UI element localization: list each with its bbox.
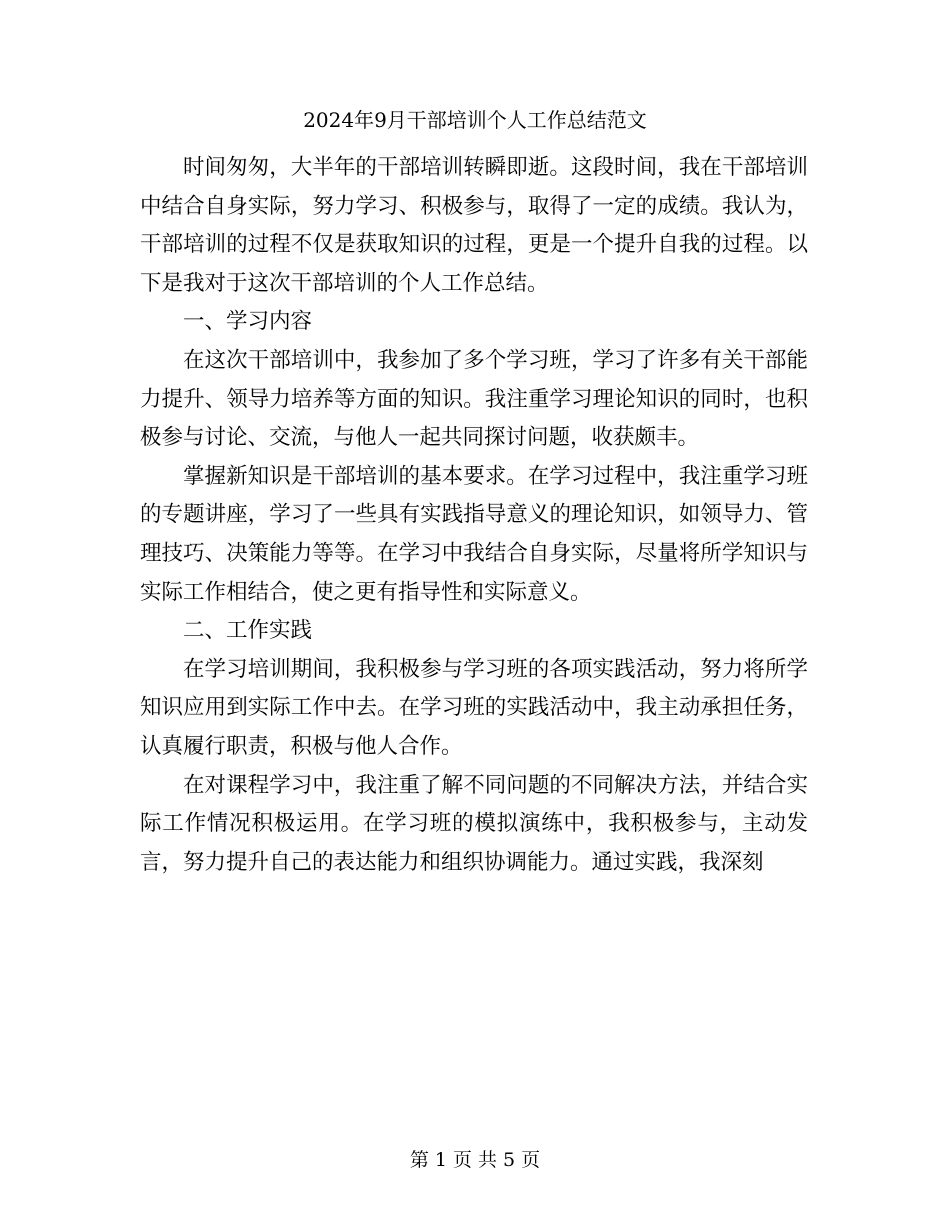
- study-paragraph-2: 掌握新知识是干部培训的基本要求。在学习过程中，我注重学习班的专题讲座，学习了一些具有实践指导意义的理论知识，如领导力、管理技巧、决策能力等等。在学习中我结合自身实际，尽量将所学知识与实际工作相结合，使之更有指导性和实际意义。: [140, 463, 808, 605]
- section-heading-study: 一、学习内容: [183, 309, 313, 335]
- page-number-footer: 第 1 页 共 5 页: [409, 1149, 541, 1171]
- document-body: [140, 149, 808, 882]
- intro-paragraph: 时间匆匆，大半年的干部培训转瞬即逝。这段时间，我在干部培训中结合自身实际，努力学习、积极参与，取得了一定的成绩。我认为，干部培训的过程不仅是获取知识的过程，更是一个提升自我的过程。以下是我对于这次干部培训的个人工作总结。: [140, 155, 808, 296]
- practice-paragraph-2: 在对课程学习中，我注重了解不同问题的不同解决方法，并结合实际工作情况积极运用。在学习班的模拟演练中，我积极参与，主动发言，努力提升自己的表达能力和组织协调能力。通过实践，我深刻: [140, 772, 808, 875]
- page-title: 2024年9月干部培训个人工作总结范文: [303, 108, 647, 132]
- section-heading-practice: 二、工作实践: [183, 618, 313, 644]
- practice-paragraph-1: 在学习培训期间，我积极参与学习班的各项实践活动，努力将所学知识应用到实际工作中去。在学习班的实践活动中，我主动承担任务，认真履行职责，积极与他人合作。: [140, 656, 808, 759]
- study-paragraph-1: 在这次干部培训中，我参加了多个学习班，学习了许多有关干部能力提升、领导力培养等方面的知识。我注重学习理论知识的同时，也积极参与讨论、交流，与他人一起共同探讨问题，收获颇丰。: [140, 347, 808, 451]
